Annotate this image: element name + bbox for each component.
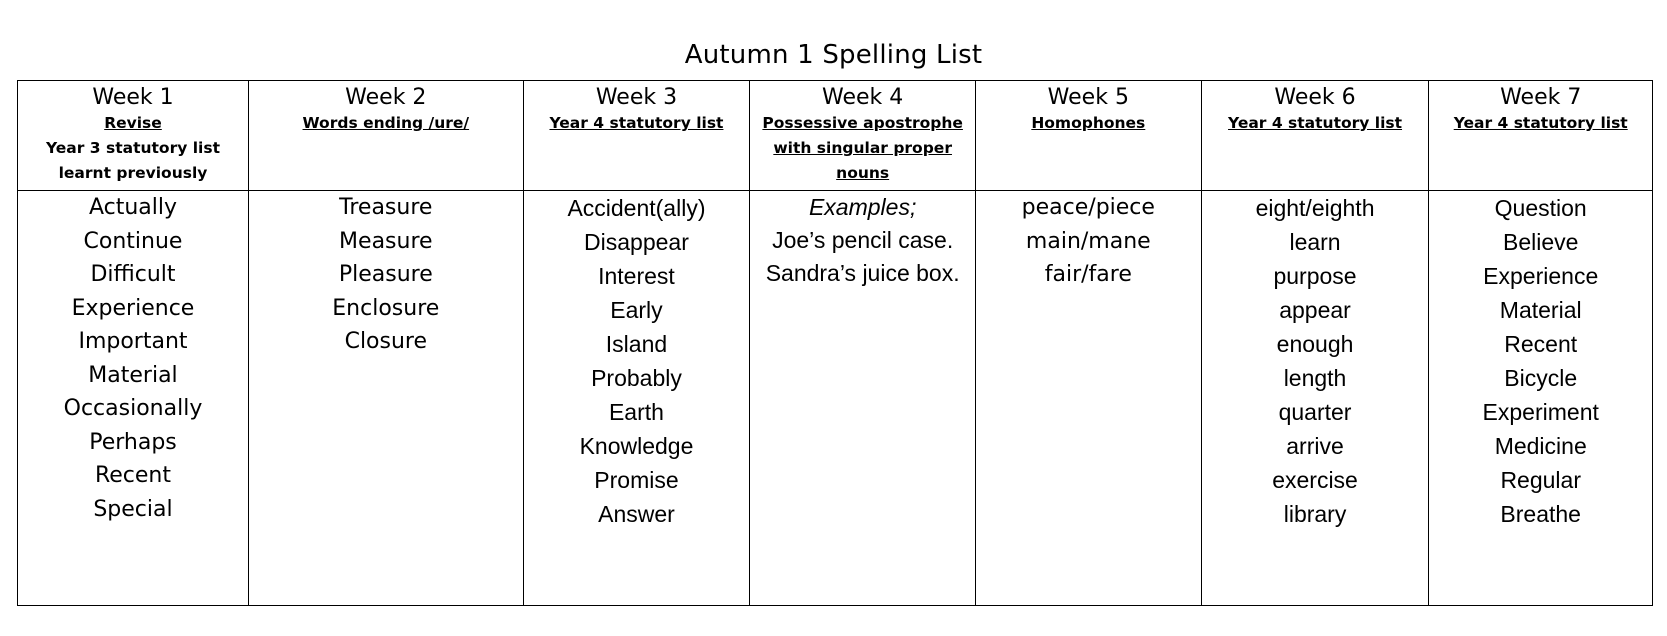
week-1-title: Week 1 bbox=[92, 85, 174, 110]
examples-label: Examples; bbox=[808, 194, 917, 220]
spelling-word: quarter bbox=[1278, 399, 1352, 425]
week-3-topic: Year 4 statutory list bbox=[549, 114, 724, 132]
week-3-title: Week 3 bbox=[595, 85, 678, 110]
week-5-word-list bbox=[975, 191, 1201, 606]
spelling-word: Believe bbox=[1502, 229, 1579, 255]
spelling-word: Occasionally bbox=[63, 396, 203, 421]
spelling-word: Probably bbox=[591, 365, 682, 391]
spelling-word: Difficult bbox=[90, 262, 176, 287]
week-2-header bbox=[248, 81, 523, 191]
spelling-word: Enclosure bbox=[332, 295, 440, 321]
spelling-word: Recent bbox=[1504, 331, 1578, 357]
page-title: Autumn 1 Spelling List bbox=[684, 40, 983, 70]
spelling-word: Earth bbox=[608, 399, 664, 425]
spelling-word: Perhaps bbox=[89, 429, 177, 455]
week-1-topic: Revise bbox=[104, 114, 162, 132]
spelling-table bbox=[17, 80, 1653, 606]
spelling-word: eight/eighth bbox=[1255, 195, 1375, 221]
week-7-header bbox=[1429, 81, 1653, 191]
spelling-word: Interest bbox=[598, 263, 675, 289]
spelling-word: library bbox=[1283, 501, 1347, 527]
spelling-word: Measure bbox=[339, 228, 433, 254]
spelling-word: Recent bbox=[94, 463, 172, 488]
spelling-word: Closure bbox=[344, 329, 428, 354]
week-2-topic: Words ending /ure/ bbox=[302, 114, 470, 132]
spelling-word: learn bbox=[1289, 229, 1341, 255]
week-2-word-list bbox=[248, 191, 523, 606]
week-7-topic: Year 4 statutory list bbox=[1453, 114, 1628, 132]
spelling-word: Treasure bbox=[339, 195, 433, 220]
week-7-word-list bbox=[1429, 191, 1653, 606]
spelling-word: Breathe bbox=[1500, 501, 1581, 527]
spelling-word: enough bbox=[1276, 331, 1354, 357]
week-1-header bbox=[18, 81, 249, 191]
week-1-word-list bbox=[18, 191, 249, 606]
spelling-word: Promise bbox=[594, 467, 679, 493]
spelling-word: Continue bbox=[83, 228, 183, 254]
spelling-word: Early bbox=[610, 297, 663, 323]
spelling-word: Bicycle bbox=[1504, 365, 1578, 391]
week-5-topic: Homophones bbox=[1031, 114, 1146, 132]
header-row bbox=[18, 81, 1653, 191]
spelling-word: Question bbox=[1494, 195, 1587, 221]
week-5-header bbox=[975, 81, 1201, 191]
week-6-word-list bbox=[1201, 191, 1429, 606]
week-7-title: Week 7 bbox=[1500, 85, 1582, 110]
spelling-word: Experiment bbox=[1482, 399, 1599, 425]
week-1-note: Year 3 statutory list learnt previously bbox=[45, 139, 220, 182]
week-6-header bbox=[1201, 81, 1429, 191]
week-5-title: Week 5 bbox=[1047, 85, 1129, 110]
spelling-word: Knowledge bbox=[579, 433, 694, 459]
spelling-word: fair/fare bbox=[1044, 262, 1132, 287]
spelling-word: Important bbox=[78, 329, 188, 354]
spelling-word: Disappear bbox=[584, 229, 689, 255]
week-3-header bbox=[523, 81, 750, 191]
spelling-word: Experience bbox=[1483, 263, 1599, 289]
spelling-word: exercise bbox=[1272, 467, 1358, 493]
week-4-title: Week 4 bbox=[822, 85, 904, 110]
week-4-examples bbox=[750, 191, 976, 606]
week-4-topic: Possessive apostrophe with singular proper nouns bbox=[762, 114, 963, 182]
spelling-word: Island bbox=[605, 331, 668, 357]
spelling-word: appear bbox=[1279, 297, 1351, 323]
spelling-word: peace/piece bbox=[1021, 195, 1155, 220]
spelling-word: purpose bbox=[1273, 263, 1357, 289]
week-4-header bbox=[750, 81, 976, 191]
spelling-word: Actually bbox=[88, 195, 178, 220]
examples-text: Joe’s pencil case. Sandra’s juice box. bbox=[765, 227, 960, 286]
spelling-word: Pleasure bbox=[338, 262, 433, 287]
spelling-word: length bbox=[1283, 365, 1347, 391]
week-6-title: Week 6 bbox=[1274, 85, 1356, 110]
week-3-word-list bbox=[523, 191, 750, 606]
week-2-title: Week 2 bbox=[345, 85, 427, 110]
words-row bbox=[18, 191, 1653, 606]
week-6-topic: Year 4 statutory list bbox=[1228, 114, 1403, 132]
spelling-word: main/mane bbox=[1025, 228, 1151, 254]
spelling-word: Special bbox=[93, 496, 173, 522]
spelling-word: Material bbox=[88, 362, 178, 388]
spelling-word: Material bbox=[1499, 297, 1582, 323]
spelling-word: Experience bbox=[71, 295, 195, 321]
spelling-word: Medicine bbox=[1494, 433, 1587, 459]
spelling-word: Regular bbox=[1500, 467, 1581, 493]
spelling-word: Answer bbox=[598, 501, 675, 527]
spelling-word: Accident(ally) bbox=[567, 195, 706, 221]
spelling-word: arrive bbox=[1286, 433, 1344, 459]
